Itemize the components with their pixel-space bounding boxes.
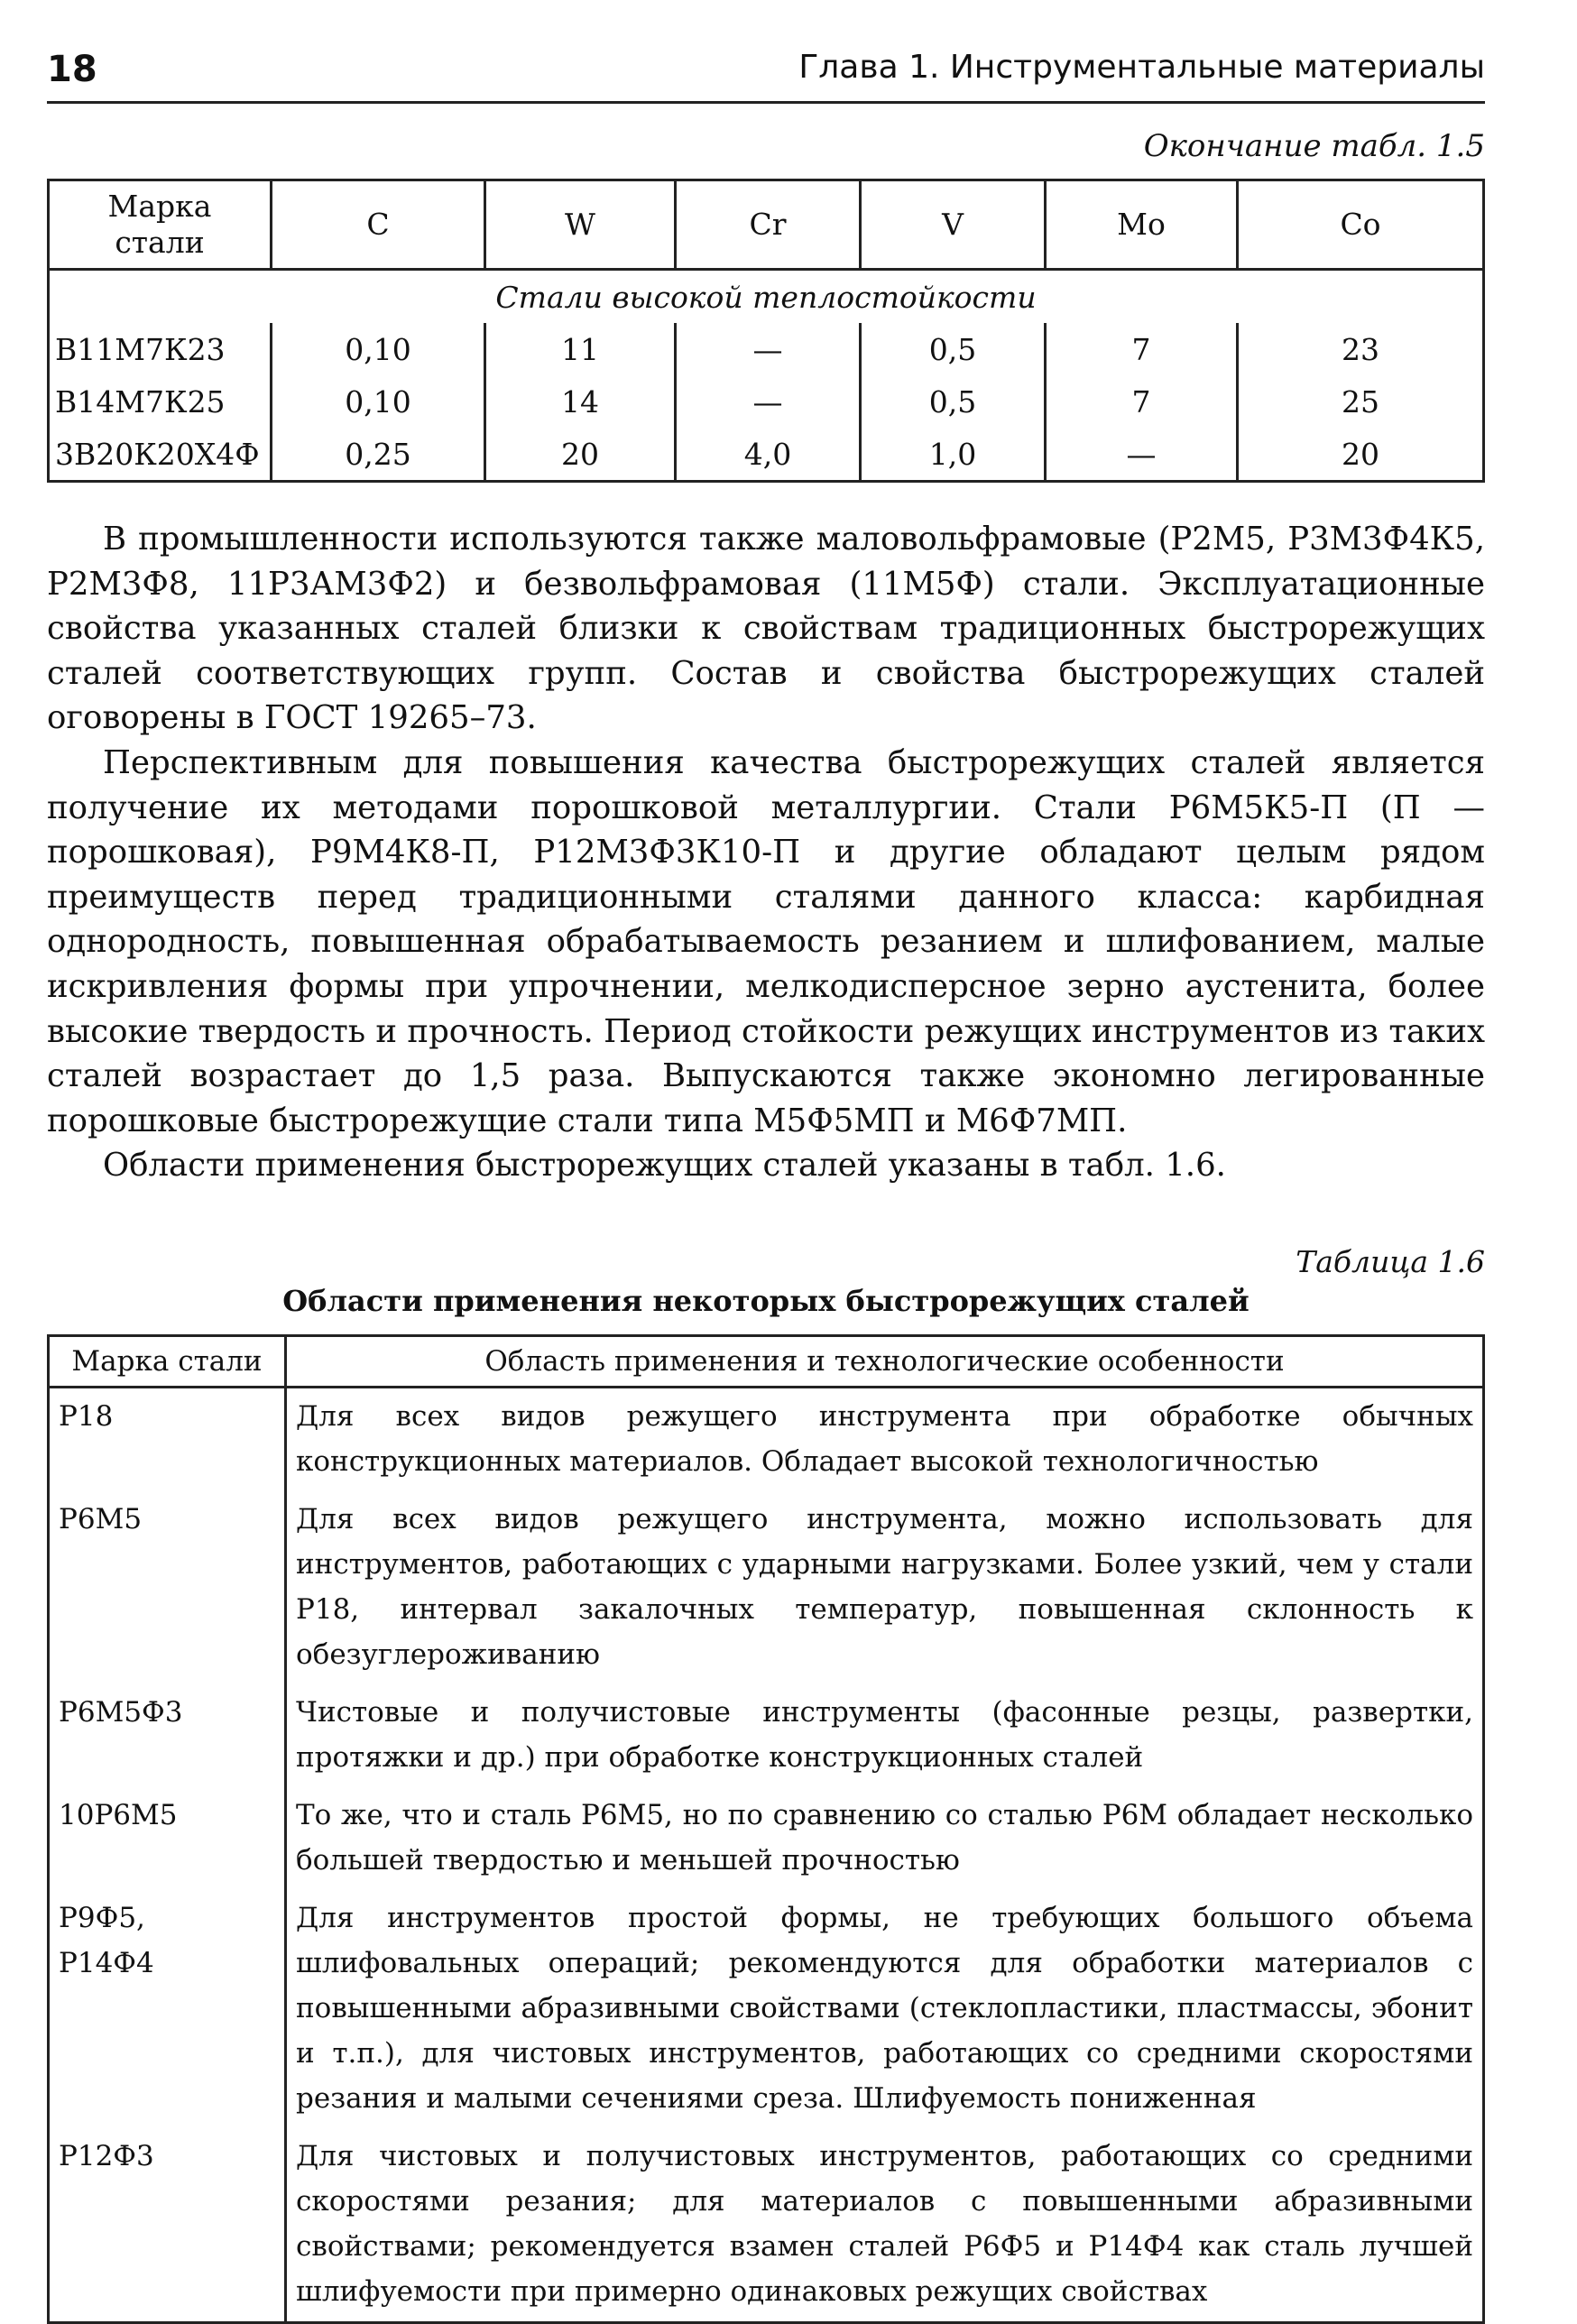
- application-cell: Для всех видов режущего инструмента при обработке обычных конструкционных материалов. Обладает высокой технологичностью: [286, 1387, 1484, 1491]
- column-header: Cr: [676, 180, 861, 270]
- column-header: Область применения и технологические особенности: [286, 1335, 1484, 1387]
- book-page: [47, 36, 1485, 2324]
- table-cell: 11: [485, 323, 676, 375]
- group-row: [49, 270, 1484, 324]
- table-cell: 20: [1238, 428, 1484, 482]
- application-cell: Чистовые и получистовые инструменты (фасонные резцы, развертки, протяжки и др.) при обработке конструкционных сталей: [286, 1684, 1484, 1787]
- table-row: [49, 1491, 1484, 1684]
- table-cell: 25: [1238, 375, 1484, 428]
- steel-grade-cell: Р12Ф3: [49, 2128, 286, 2323]
- application-cell: Для всех видов режущего инструмента, можно использовать для инструментов, работающих с ударными нагрузками. Более узкий, чем у стали Р18, интервал закалочных температур, повышенная склонность к обезуглероживанию: [286, 1491, 1484, 1684]
- steel-grade-cell: В11М7К23: [49, 323, 272, 375]
- table-row: [49, 323, 1484, 375]
- table-cell: 14: [485, 375, 676, 428]
- chapter-title: Глава 1. Инструментальные материалы: [798, 49, 1485, 86]
- application-table: [47, 1334, 1485, 2324]
- table-row: [49, 1787, 1484, 1890]
- application-cell: Для инструментов простой формы, не требующих большого объема шлифовальных операций; рекомендуются для обработки материалов с повышенными абразивными свойствами (стеклопластики, пластмассы, эбонит и т.п.), для чистовых инструментов, работающих со средними скоростями резания и малыми сечениями среза. Шлифуемость пониженная: [286, 1890, 1484, 2128]
- steel-grade-cell: Р9Ф5, Р14Ф4: [49, 1890, 286, 2128]
- table-cell: 20: [485, 428, 676, 482]
- steel-grade-cell: В14М7К25: [49, 375, 272, 428]
- table-row: [49, 375, 1484, 428]
- table-header-row: [49, 180, 1484, 270]
- table-cell: —: [1046, 428, 1238, 482]
- table-row: [49, 1387, 1484, 1491]
- table-cell: 0,25: [272, 428, 485, 482]
- table-cell: 4,0: [676, 428, 861, 482]
- column-header: W: [485, 180, 676, 270]
- paragraph: В промышленности используются также маловольфрамовые (Р2М5, Р3М3Ф4К5, Р2М3Ф8, 11Р3АМ3Ф2) и безвольфрамовая (11М5Ф) стали. Эксплуатационные свойства указанных сталей близки к свойствам традиционных быстрорежущих сталей соответствующих групп. Состав и свойства быстрорежущих сталей оговорены в ГОСТ 19265–73.: [47, 521, 1485, 737]
- column-header: Марка стали: [49, 180, 272, 270]
- paragraph: Перспективным для повышения качества быстрорежущих сталей является получение их методами порошковой металлургии. Стали Р6М5К5-П (П — порошковая), Р9М4К8-П, Р12М3Ф3К10-П и другие обладают целым рядом преимуществ перед традиционными сталями данного класса: карбидная однородность, повышенная обрабатываемость резанием и шлифованием, малые искривления формы при упрочнении, мелкодисперсное зерно аустенита, более высокие твердость и прочность. Период стойкости режущих инструментов из таких сталей возрастает до 1,5 раза. Выпускаются также экономно легированные порошковые быстрорежущие стали типа М5Ф5МП и М6Ф7МП.: [47, 743, 1485, 1139]
- steel-grade-cell: Р6М5Ф3: [49, 1684, 286, 1787]
- page-header: [47, 36, 1485, 99]
- table-cell: 1,0: [861, 428, 1046, 482]
- table-cell: 7: [1046, 323, 1238, 375]
- table-cell: 0,5: [861, 375, 1046, 428]
- group-label: Стали высокой теплостойкости: [495, 279, 1037, 315]
- table-row: [49, 428, 1484, 482]
- column-header: Mo: [1046, 180, 1238, 270]
- steel-grade-cell: Р18: [49, 1387, 286, 1491]
- column-header: C: [272, 180, 485, 270]
- table-cell: 0,10: [272, 323, 485, 375]
- column-header: Co: [1238, 180, 1484, 270]
- steel-grade-cell: 3В20К20Х4Ф: [49, 428, 272, 482]
- column-header: Марка стали: [49, 1335, 286, 1387]
- application-cell: Для чистовых и получистовых инструментов, работающих со средними скоростями резания; для материалов с повышенными абразивными свойствами; рекомендуется взамен сталей Р6Ф5 и Р14Ф4 как сталь лучшей шлифуемости при примерно одинаковых режущих свойствах: [286, 2128, 1484, 2323]
- paragraph: Области применения быстрорежущих сталей указаны в табл. 1.6.: [103, 1147, 1226, 1185]
- steel-grade-cell: 10Р6М5: [49, 1787, 286, 1890]
- steel-composition-table: [47, 179, 1485, 483]
- table2-title: Области применения некоторых быстрорежущих сталей: [282, 1283, 1250, 1318]
- table1-caption: Окончание табл. 1.5: [1143, 128, 1485, 164]
- table-cell: —: [676, 323, 861, 375]
- body-text: [47, 517, 1485, 1188]
- application-cell: То же, что и сталь Р6М5, но по сравнению со сталью Р6М обладает несколько большей твердостью и меньшей прочностью: [286, 1787, 1484, 1890]
- table2-caption: Таблица 1.6: [1296, 1243, 1485, 1279]
- table-cell: 7: [1046, 375, 1238, 428]
- table-row: [49, 2128, 1484, 2323]
- table-cell: 0,10: [272, 375, 485, 428]
- page-number: 18: [47, 49, 97, 90]
- table-cell: —: [676, 375, 861, 428]
- table-row: [49, 1890, 1484, 2128]
- header-rule: [47, 101, 1485, 104]
- table-row: [49, 1684, 1484, 1787]
- column-header: V: [861, 180, 1046, 270]
- table-cell: 0,5: [861, 323, 1046, 375]
- table-header-row: [49, 1335, 1484, 1387]
- table-cell: 23: [1238, 323, 1484, 375]
- steel-grade-cell: Р6М5: [49, 1491, 286, 1684]
